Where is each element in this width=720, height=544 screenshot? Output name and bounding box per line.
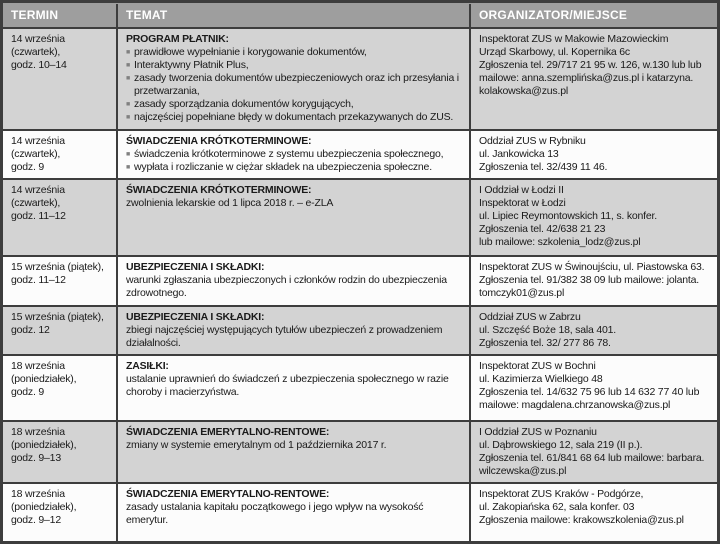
termin-cell [3, 484, 118, 541]
temat-cell [118, 180, 471, 255]
table-row [3, 180, 717, 257]
termin-cell [3, 29, 118, 129]
bullet-item [126, 148, 462, 161]
table-row [3, 29, 717, 131]
termin-cell [3, 257, 118, 305]
temat-line: ustalanie uprawnień do świadczeń z ubezpieczenia społecznego w razie choroby i macierzyństwa. [126, 373, 449, 398]
temat-cell [118, 257, 471, 305]
organizator-line: Urząd Skarbowy, ul. Kopernika 6c [479, 46, 630, 58]
temat-cell [118, 356, 471, 420]
temat-text [126, 274, 462, 300]
temat-cell [118, 131, 471, 178]
termin-line: 18 września [11, 488, 65, 500]
termin-line: (poniedziałek), [11, 501, 77, 513]
organizator-cell [471, 307, 717, 354]
header-row [3, 3, 717, 29]
termin-line: godz. 12 [11, 324, 50, 336]
temat-line: zmiany w systemie emerytalnym od 1 października 2017 r. [126, 439, 387, 451]
termin-cell [3, 180, 118, 255]
termin-line: godz. 9–13 [11, 452, 61, 464]
bullet-item [126, 72, 462, 98]
table-row [3, 484, 717, 541]
termin-line: godz. 9 [11, 386, 45, 398]
bullet-item [126, 111, 462, 124]
organizator-line: ul. Lipiec Reymontowskich 11, s. konfer. [479, 210, 657, 222]
organizator-line: Inspektorat w Łodzi [479, 197, 566, 209]
termin-line: 14 września (czwartek), [11, 33, 65, 58]
temat-title: ZASIŁKI: [126, 360, 169, 372]
organizator-line: mailowe: anna.szemplińska@zus.pl i katarzyna. [479, 72, 694, 84]
organizator-line: ul. Kazimierza Wielkiego 48 [479, 373, 603, 385]
organizator-line: mailowe: magdalena.chrzanowska@zus.pl [479, 399, 671, 411]
organizator-line: I Oddział ZUS w Poznaniu [479, 426, 597, 438]
organizator-line: wilczewska@zus.pl [479, 465, 567, 477]
bullet-text: zasady tworzenia dokumentów ubezpieczeniowych oraz ich przesyłania i przetwarzania, [134, 72, 459, 97]
termin-cell [3, 307, 118, 354]
organizator-line: Inspektorat ZUS Kraków - Podgórze, [479, 488, 644, 500]
organizator-line: Zgłoszenia tel. 32/ 277 86 78. [479, 337, 611, 349]
bullet-text: świadczenia krótkoterminowe z systemu ubezpieczenia społecznego, [134, 148, 444, 160]
square-bullet-icon: ■ [126, 164, 131, 171]
temat-cell [118, 29, 471, 129]
temat-line: warunki zgłaszania ubezpieczonych i członków rodzin do ubezpieczenia zdrowotnego. [126, 274, 447, 299]
square-bullet-icon: ■ [126, 114, 131, 121]
temat-title: ŚWIADCZENIA KRÓTKOTERMINOWE: [126, 184, 312, 196]
table-row [3, 307, 717, 356]
temat-text [126, 324, 462, 350]
termin-cell [3, 356, 118, 420]
temat-text [126, 197, 462, 210]
temat-text [126, 439, 462, 452]
termin-line: 14 września (czwartek), [11, 184, 65, 209]
organizator-line: Oddział ZUS w Rybniku [479, 135, 586, 147]
organizator-line: ul. Szczęść Boże 18, sala 401. [479, 324, 616, 336]
bullet-item [126, 46, 462, 59]
square-bullet-icon: ■ [126, 62, 131, 69]
organizator-line: lub mailowe: szkolenia_lodz@zus.pl [479, 236, 641, 248]
bullet-text: wypłata i rozliczanie w ciężar składek na ubezpieczenia społeczne. [134, 161, 432, 173]
organizator-cell [471, 356, 717, 420]
organizator-cell [471, 180, 717, 255]
temat-line: zwolnienia lekarskie od 1 lipca 2018 r. – e-ZLA [126, 197, 334, 209]
header-cell-temat: TEMAT [118, 4, 471, 27]
organizator-line: ul. Zakopiańska 62, sala konfer. 03 [479, 501, 635, 513]
organizator-line: ul. Jankowicka 13 [479, 148, 559, 160]
table-row [3, 131, 717, 180]
organizator-line: Zgłoszenia tel. 29/717 21 95 w. 126, w.130 lub lub [479, 59, 702, 71]
temat-cell [118, 307, 471, 354]
organizator-line: Zgłoszenia tel. 91/382 38 09 lub mailowe: jolanta. [479, 274, 699, 286]
organizator-cell [471, 29, 717, 129]
bullet-text: zasady sporządzania dokumentów korygujących, [134, 98, 354, 110]
bullet-text: Interaktywny Płatnik Plus, [134, 59, 249, 71]
temat-cell [118, 422, 471, 482]
square-bullet-icon: ■ [126, 101, 131, 108]
organizator-line: tomczyk01@zus.pl [479, 287, 565, 299]
table-row [3, 257, 717, 307]
organizator-line: Oddział ZUS w Zabrzu [479, 311, 581, 323]
temat-title: PROGRAM PŁATNIK: [126, 33, 229, 45]
temat-title: UBEZPIECZENIA I SKŁADKI: [126, 261, 265, 273]
temat-cell [118, 484, 471, 541]
organizator-line: Inspektorat ZUS w Świnoujściu, ul. Piastowska 63. [479, 261, 705, 273]
bullet-item [126, 59, 462, 72]
termin-line: godz. 9–12 [11, 514, 61, 526]
termin-line: 14 września (czwartek), [11, 135, 65, 160]
organizator-line: Inspektorat ZUS w Makowie Mazowieckim [479, 33, 669, 45]
bullet-text: najczęściej popełniane błędy w dokumentach przekazywanych do ZUS. [134, 111, 454, 123]
table-row [3, 356, 717, 422]
header-cell-termin: TERMIN [3, 4, 118, 27]
termin-line: (poniedziałek), [11, 373, 77, 385]
organizator-line: Zgłoszenia tel. 61/841 68 64 lub mailowe: barbara. [479, 452, 705, 464]
square-bullet-icon: ■ [126, 151, 131, 158]
square-bullet-icon: ■ [126, 75, 131, 82]
temat-title: ŚWIADCZENIA EMERYTALNO-RENTOWE: [126, 426, 330, 438]
organizator-cell [471, 257, 717, 305]
organizator-line: Zgłoszenia mailowe: krakowszkolenia@zus.pl [479, 514, 684, 526]
termin-line: godz. 9 [11, 161, 45, 173]
organizator-cell [471, 422, 717, 482]
square-bullet-icon: ■ [126, 49, 131, 56]
temat-line: zbiegi najczęściej występujących tytułów ubezpieczeń z prowadzeniem działalności. [126, 324, 443, 349]
temat-text [126, 373, 462, 399]
bullet-item [126, 161, 462, 174]
temat-text [126, 501, 462, 527]
organizator-line: Inspektorat ZUS w Bochni [479, 360, 596, 372]
bullet-item [126, 98, 462, 111]
temat-title: ŚWIADCZENIA EMERYTALNO-RENTOWE: [126, 488, 330, 500]
organizator-cell [471, 131, 717, 178]
termin-line: godz. 10–14 [11, 59, 67, 71]
termin-line: 18 września [11, 360, 65, 372]
termin-line: (poniedziałek), [11, 439, 77, 451]
organizator-line: Zgłoszenia tel. 32/439 11 46. [479, 161, 608, 173]
termin-line: 15 września (piątek), [11, 311, 104, 323]
organizator-line: Zgłoszenia tel. 14/632 75 96 lub 14 632 77 40 lub [479, 386, 700, 398]
header-cell-organizator: ORGANIZATOR/MIEJSCE [479, 7, 628, 22]
temat-line: zasady ustalania kapitału początkowego i jego wpływ na wysokość emerytur. [126, 501, 424, 526]
table-row [3, 422, 717, 484]
temat-bullets [126, 46, 462, 124]
termin-line: 15 września (piątek), [11, 261, 104, 273]
termin-line: 18 września [11, 426, 65, 438]
organizator-line: I Oddział w Łodzi II [479, 184, 564, 196]
organizator-line: ul. Dąbrowskiego 12, sala 219 (II p.). [479, 439, 643, 451]
termin-cell [3, 422, 118, 482]
temat-bullets [126, 148, 462, 174]
temat-title: ŚWIADCZENIA KRÓTKOTERMINOWE: [126, 135, 312, 147]
organizator-line: Zgłoszenia tel. 42/638 21 23 [479, 223, 606, 235]
organizator-line: kolakowska@zus.pl [479, 85, 568, 97]
termin-cell [3, 131, 118, 178]
bullet-text: prawidłowe wypełnianie i korygowanie dokumentów, [134, 46, 367, 58]
termin-line: godz. 11–12 [11, 210, 66, 222]
temat-title: UBEZPIECZENIA I SKŁADKI: [126, 311, 265, 323]
organizator-cell [471, 484, 717, 541]
termin-line: godz. 11–12 [11, 274, 66, 286]
